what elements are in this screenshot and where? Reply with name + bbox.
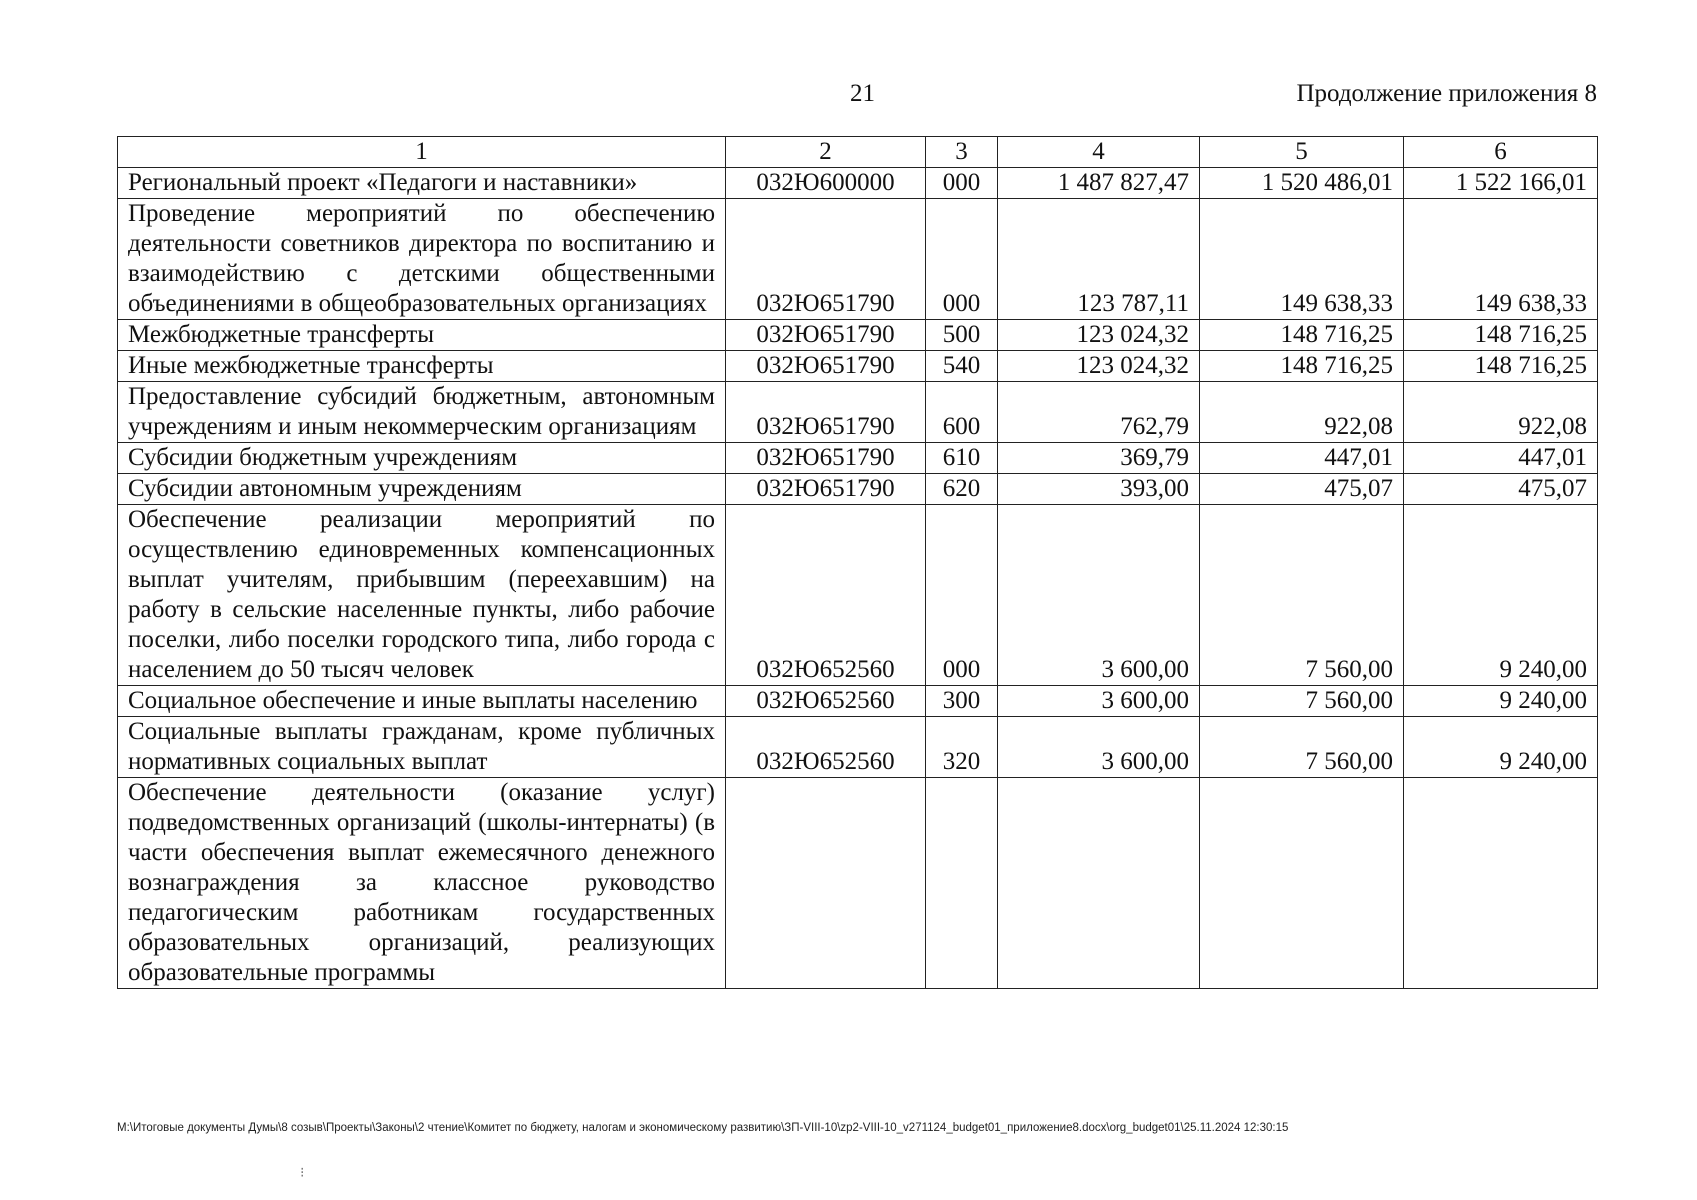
table-row — [118, 199, 1598, 320]
amount-col-6: 9 240,00 — [1404, 717, 1598, 778]
amount-col-6: 9 240,00 — [1404, 686, 1598, 717]
amount-col-5: 922,08 — [1200, 382, 1404, 443]
amount-col-5 — [1200, 778, 1404, 989]
amount-col-5: 149 638,33 — [1200, 199, 1404, 320]
amount-col-5: 475,07 — [1200, 474, 1404, 505]
target-article-code — [726, 778, 926, 989]
row-name: Межбюджетные трансферты — [118, 320, 726, 351]
amount-col-6: 447,01 — [1404, 443, 1598, 474]
amount-col-4: 3 600,00 — [998, 505, 1200, 686]
amount-col-4: 393,00 — [998, 474, 1200, 505]
row-name: Региональный проект «Педагоги и наставники» — [118, 168, 726, 199]
amount-col-6: 9 240,00 — [1404, 505, 1598, 686]
table-row — [118, 717, 1598, 778]
column-header: 4 — [998, 137, 1200, 168]
target-article-code: 032Ю652560 — [726, 717, 926, 778]
expense-type-code: 500 — [926, 320, 998, 351]
budget-table — [117, 136, 1598, 989]
amount-col-4: 1 487 827,47 — [998, 168, 1200, 199]
row-name: Субсидии автономным учреждениям — [118, 474, 726, 505]
amount-col-5: 7 560,00 — [1200, 686, 1404, 717]
column-header: 3 — [926, 137, 998, 168]
amount-col-4 — [998, 778, 1200, 989]
amount-col-6: 475,07 — [1404, 474, 1598, 505]
expense-type-code: 000 — [926, 505, 998, 686]
amount-col-6: 148 716,25 — [1404, 320, 1598, 351]
target-article-code: 032Ю652560 — [726, 505, 926, 686]
amount-col-6: 149 638,33 — [1404, 199, 1598, 320]
expense-type-code: 540 — [926, 351, 998, 382]
table-row — [118, 351, 1598, 382]
table-row — [118, 443, 1598, 474]
table-row — [118, 505, 1598, 686]
expense-type-code: 320 — [926, 717, 998, 778]
target-article-code: 032Ю651790 — [726, 199, 926, 320]
amount-col-4: 762,79 — [998, 382, 1200, 443]
amount-col-5: 148 716,25 — [1200, 351, 1404, 382]
target-article-code: 032Ю600000 — [726, 168, 926, 199]
page-number: 21 — [850, 80, 875, 107]
target-article-code: 032Ю651790 — [726, 320, 926, 351]
row-name: Обеспечение реализации мероприятий по осуществлению единовременных компенсационных выплат учителям, прибывшим (переехавшим) на работу в сельские населенные пункты, либо рабочие поселки, либо поселки городского типа, либо города с населением до 50 тысяч человек — [118, 505, 726, 686]
amount-col-4: 369,79 — [998, 443, 1200, 474]
expense-type-code: 620 — [926, 474, 998, 505]
amount-col-4: 3 600,00 — [998, 717, 1200, 778]
expense-type-code — [926, 778, 998, 989]
expense-type-code: 610 — [926, 443, 998, 474]
row-name: Социальные выплаты гражданам, кроме публичных нормативных социальных выплат — [118, 717, 726, 778]
column-number-row — [118, 137, 1598, 168]
expense-type-code: 000 — [926, 168, 998, 199]
row-name: Социальное обеспечение и иные выплаты населению — [118, 686, 726, 717]
column-header: 1 — [118, 137, 726, 168]
amount-col-4: 123 787,11 — [998, 199, 1200, 320]
table-row — [118, 686, 1598, 717]
column-header: 6 — [1404, 137, 1598, 168]
amount-col-6 — [1404, 778, 1598, 989]
column-header: 5 — [1200, 137, 1404, 168]
amount-col-6: 922,08 — [1404, 382, 1598, 443]
target-article-code: 032Ю651790 — [726, 351, 926, 382]
amount-col-5: 7 560,00 — [1200, 505, 1404, 686]
table-row — [118, 382, 1598, 443]
document-path-footer: M:\Итоговые документы Думы\8 созыв\Проекты\Законы\2 чтение\Комитет по бюджету, налогам и экономическому развитию\ЗП-VIII-10\zp2-VIII-10_v271124_budget01_приложение8.docx\org_budget01\25.11.2024 12:30:15 — [117, 1122, 1289, 1134]
amount-col-4: 123 024,32 — [998, 351, 1200, 382]
amount-col-6: 148 716,25 — [1404, 351, 1598, 382]
table-row — [118, 168, 1598, 199]
target-article-code: 032Ю651790 — [726, 443, 926, 474]
amount-col-5: 447,01 — [1200, 443, 1404, 474]
table-row — [118, 778, 1598, 989]
expense-type-code: 300 — [926, 686, 998, 717]
table-row — [118, 474, 1598, 505]
row-name: Предоставление субсидий бюджетным, автономным учреждениям и иным некоммерческим организациям — [118, 382, 726, 443]
expense-type-code: 600 — [926, 382, 998, 443]
expense-type-code: 000 — [926, 199, 998, 320]
row-name: Иные межбюджетные трансферты — [118, 351, 726, 382]
scan-speck: ⁝ — [300, 1166, 305, 1181]
row-name: Проведение мероприятий по обеспечению деятельности советников директора по воспитанию и взаимодействию с детскими общественными объединениями в общеобразовательных организациях — [118, 199, 726, 320]
amount-col-4: 123 024,32 — [998, 320, 1200, 351]
amount-col-5: 1 520 486,01 — [1200, 168, 1404, 199]
amount-col-4: 3 600,00 — [998, 686, 1200, 717]
amount-col-6: 1 522 166,01 — [1404, 168, 1598, 199]
target-article-code: 032Ю652560 — [726, 686, 926, 717]
amount-col-5: 148 716,25 — [1200, 320, 1404, 351]
amount-col-5: 7 560,00 — [1200, 717, 1404, 778]
column-header: 2 — [726, 137, 926, 168]
table-row — [118, 320, 1598, 351]
row-name: Субсидии бюджетным учреждениям — [118, 443, 726, 474]
target-article-code: 032Ю651790 — [726, 382, 926, 443]
row-name: Обеспечение деятельности (оказание услуг) подведомственных организаций (школы-интернаты) (в части обеспечения выплат ежемесячного денежного вознаграждения за классное руководство педагогическим работникам государственных образовательных организаций, реализующих образовательные программы — [118, 778, 726, 989]
appendix-continuation-label: Продолжение приложения 8 — [1296, 80, 1597, 107]
target-article-code: 032Ю651790 — [726, 474, 926, 505]
